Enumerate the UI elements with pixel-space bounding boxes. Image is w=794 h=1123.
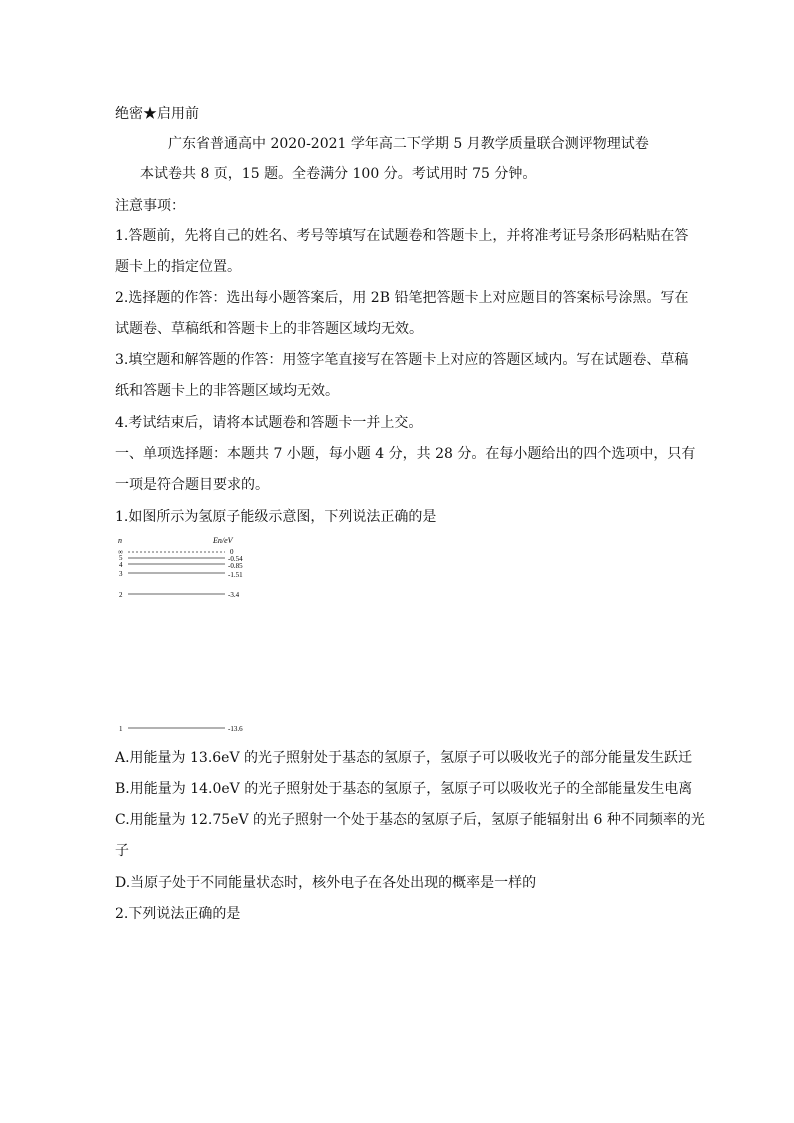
level-n-1: 1 [119,725,123,733]
note-line: 2.选择题的作答：选出每小题答案后，用 2B 铅笔把答题卡上对应题目的答案标号涂黑。写在 [115,290,689,306]
energy-level-diagram [110,532,260,742]
level-e-5: -0.54 [228,555,243,563]
option-b: B.用能量为 14.0eV 的光子照射处于基态的氢原子，氢原子可以吸收光子的全部能量发生电离 [115,781,693,797]
option-c-cont: 子 [115,843,129,859]
notes-heading: 注意事项： [115,198,185,214]
note-line: 1.答题前，先将自己的姓名、考号等填写在试题卷和答题卡上，并将准考证号条形码粘贴在答 [115,228,689,244]
level-n-2: 2 [119,591,123,599]
option-d: D.当原子处于不同能量状态时，核外电子在各处出现的概率是一样的 [115,875,537,891]
section-heading: 一、单项选择题：本题共 7 小题，每小题 4 分，共 28 分。在每小题给出的四个选项中，只有 [115,446,696,462]
note-line: 纸和答题卡上的非答题区域均无效。 [115,383,339,399]
level-e-inf: 0 [230,548,234,556]
exam-intro: 本试卷共 8 页，15 题。全卷满分 100 分。考试用时 75 分钟。 [140,166,537,182]
question-1-stem: 1.如图所示为氢原子能级示意图，下列说法正确的是 [115,509,437,525]
section-heading-cont: 一项是符合题目要求的。 [115,477,269,493]
level-e-2: -3.4 [228,591,240,599]
level-n-inf: ∞ [118,548,123,556]
level-e-4: -0.85 [228,562,243,570]
level-e-3: -1.51 [228,571,243,579]
level-n-4: 4 [119,561,123,569]
note-line: 试题卷、草稿纸和答题卡上的非答题区域均无效。 [115,321,423,337]
exam-title: 广东省普通高中 2020-2021 学年高二下学期 5 月教学质量联合测评物理试卷 [168,136,649,152]
n-label: n [118,536,122,545]
question-2-stem: 2.下列说法正确的是 [115,906,241,922]
secret-label: 绝密★启用前 [115,106,199,122]
option-c: C.用能量为 12.75eV 的光子照射一个处于基态的氢原子后，氢原子能辐射出 6 种不同频率的光 [115,812,705,828]
note-line: 3.填空题和解答题的作答：用签字笔直接写在答题卡上对应的答题区域内。写在试题卷、草稿 [115,352,689,368]
level-n-5: 5 [119,554,123,562]
level-n-3: 3 [119,570,123,578]
level-e-1: -13.6 [228,725,243,733]
note-line: 4.考试结束后，请将本试题卷和答题卡一并上交。 [115,415,423,431]
option-a: A.用能量为 13.6eV 的光子照射处于基态的氢原子，氢原子可以吸收光子的部分能量发生跃迁 [115,750,693,766]
note-line: 题卡上的指定位置。 [115,259,241,275]
energy-axis-label: En/eV [213,536,233,545]
